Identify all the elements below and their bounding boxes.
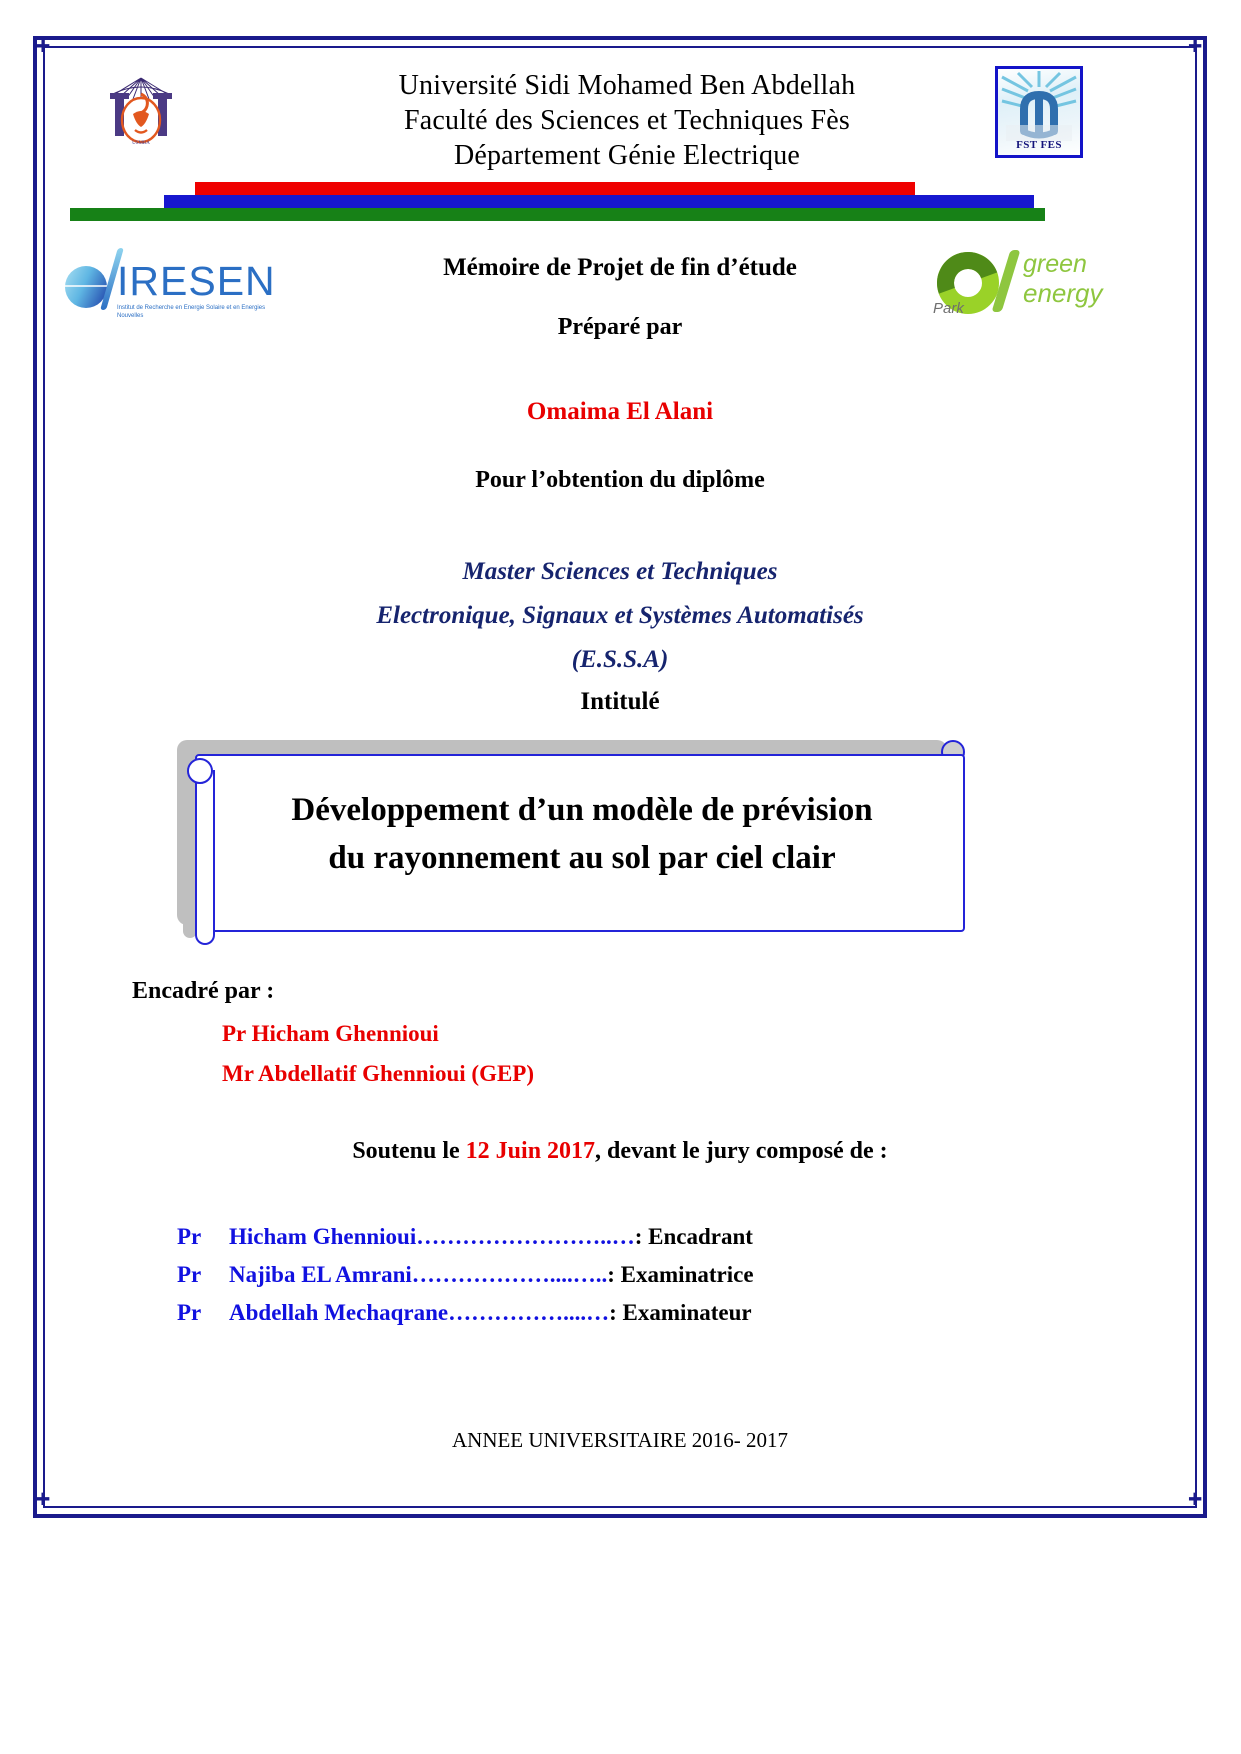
jury-role: : Examinateur — [609, 1300, 752, 1325]
green-energy-word-energy: energy — [1023, 278, 1103, 308]
intitule-label: Intitulé — [580, 688, 660, 715]
defense-date: 12 Juin 2017 — [465, 1138, 596, 1164]
banner-curl-left-stem — [195, 770, 215, 945]
jury-row — [177, 1256, 937, 1294]
program-line-1: Master Sciences et Techniques — [462, 558, 778, 585]
jury-dots: ……………………..… — [416, 1224, 635, 1249]
jury-dots: ……………....… — [448, 1300, 610, 1325]
banner-curl-top-left — [187, 758, 213, 784]
jury-role: : Examinatrice — [607, 1262, 754, 1287]
jury-title: Pr — [177, 1224, 202, 1249]
document-header — [47, 50, 1193, 230]
jury-row — [177, 1294, 937, 1332]
svg-text:USMBA: USMBA — [132, 141, 150, 146]
program-line-3: (E.S.S.A) — [571, 646, 669, 673]
thesis-title-banner — [177, 740, 967, 955]
rule-green — [70, 208, 1045, 221]
fst-fes-label: FST FES — [1016, 139, 1062, 151]
jury-name: Hicham Ghennioui — [229, 1224, 417, 1249]
rule-blue — [164, 195, 1034, 208]
jury-title: Pr — [177, 1300, 202, 1325]
prepared-by-label: Préparé par — [557, 314, 683, 340]
jury-list — [177, 1218, 937, 1332]
jury-name: Najiba EL Amrani — [229, 1262, 412, 1287]
supervisor-1: Pr Hicham Ghennioui — [222, 1021, 439, 1046]
jury-role: : Encadrant — [634, 1224, 753, 1249]
iresen-wordmark: IRESEN — [117, 258, 276, 304]
supervisor-2: Mr Abdellatif Ghennioui (GEP) — [222, 1061, 535, 1086]
defense-prefix: Soutenu le — [352, 1138, 466, 1164]
corner-ornament-bottom-right: ✚ — [1188, 1492, 1203, 1508]
rule-red — [195, 182, 915, 195]
university-name-block — [227, 68, 1027, 173]
program-line-2: Electronique, Signaux et Systèmes Automatisés — [376, 602, 864, 629]
corner-ornament-bottom-left: ✚ — [36, 1492, 51, 1508]
jury-dots: ………………....….. — [411, 1262, 608, 1287]
university-line-3: Département Génie Electrique — [453, 140, 801, 171]
green-energy-park-label: Park — [933, 300, 964, 317]
supervision-label: Encadré par : — [132, 978, 275, 1004]
university-line-1: Université Sidi Mohamed Ben Abdellah — [398, 70, 856, 101]
thesis-title — [217, 786, 947, 882]
thesis-title-line-1: Développement d’un modèle de prévision — [291, 792, 873, 828]
fst-fes-logo-icon — [995, 66, 1083, 158]
jury-title: Pr — [177, 1262, 202, 1287]
memoire-heading: Mémoire de Projet de fin d’étude — [443, 254, 797, 281]
thesis-title-line-2: du rayonnement au sol par ciel clair — [328, 840, 836, 876]
corner-ornament-top-right: ✚ — [1188, 39, 1203, 55]
corner-ornament-top-left: ✚ — [36, 39, 51, 55]
author-name: Omaima El Alani — [526, 398, 714, 425]
jury-name: Abdellah Mechaqrane — [229, 1300, 449, 1325]
green-energy-word-green: green — [1023, 250, 1087, 278]
defense-suffix: , devant le jury composé de : — [595, 1138, 888, 1164]
usmba-crest-icon — [95, 64, 187, 156]
academic-year-footer: ANNEE UNIVERSITAIRE 2016- 2017 — [451, 1428, 789, 1452]
iresen-subtitle: Institut de Recherche en Energie Solaire et en Energies Nouvelles — [117, 305, 266, 319]
jury-row — [177, 1218, 937, 1256]
diploma-purpose-line: Pour l’obtention du diplôme — [475, 467, 765, 493]
university-line-2: Faculté des Sciences et Techniques Fès — [403, 105, 850, 136]
page-content — [47, 50, 1193, 1504]
defense-line — [47, 1138, 1193, 1165]
